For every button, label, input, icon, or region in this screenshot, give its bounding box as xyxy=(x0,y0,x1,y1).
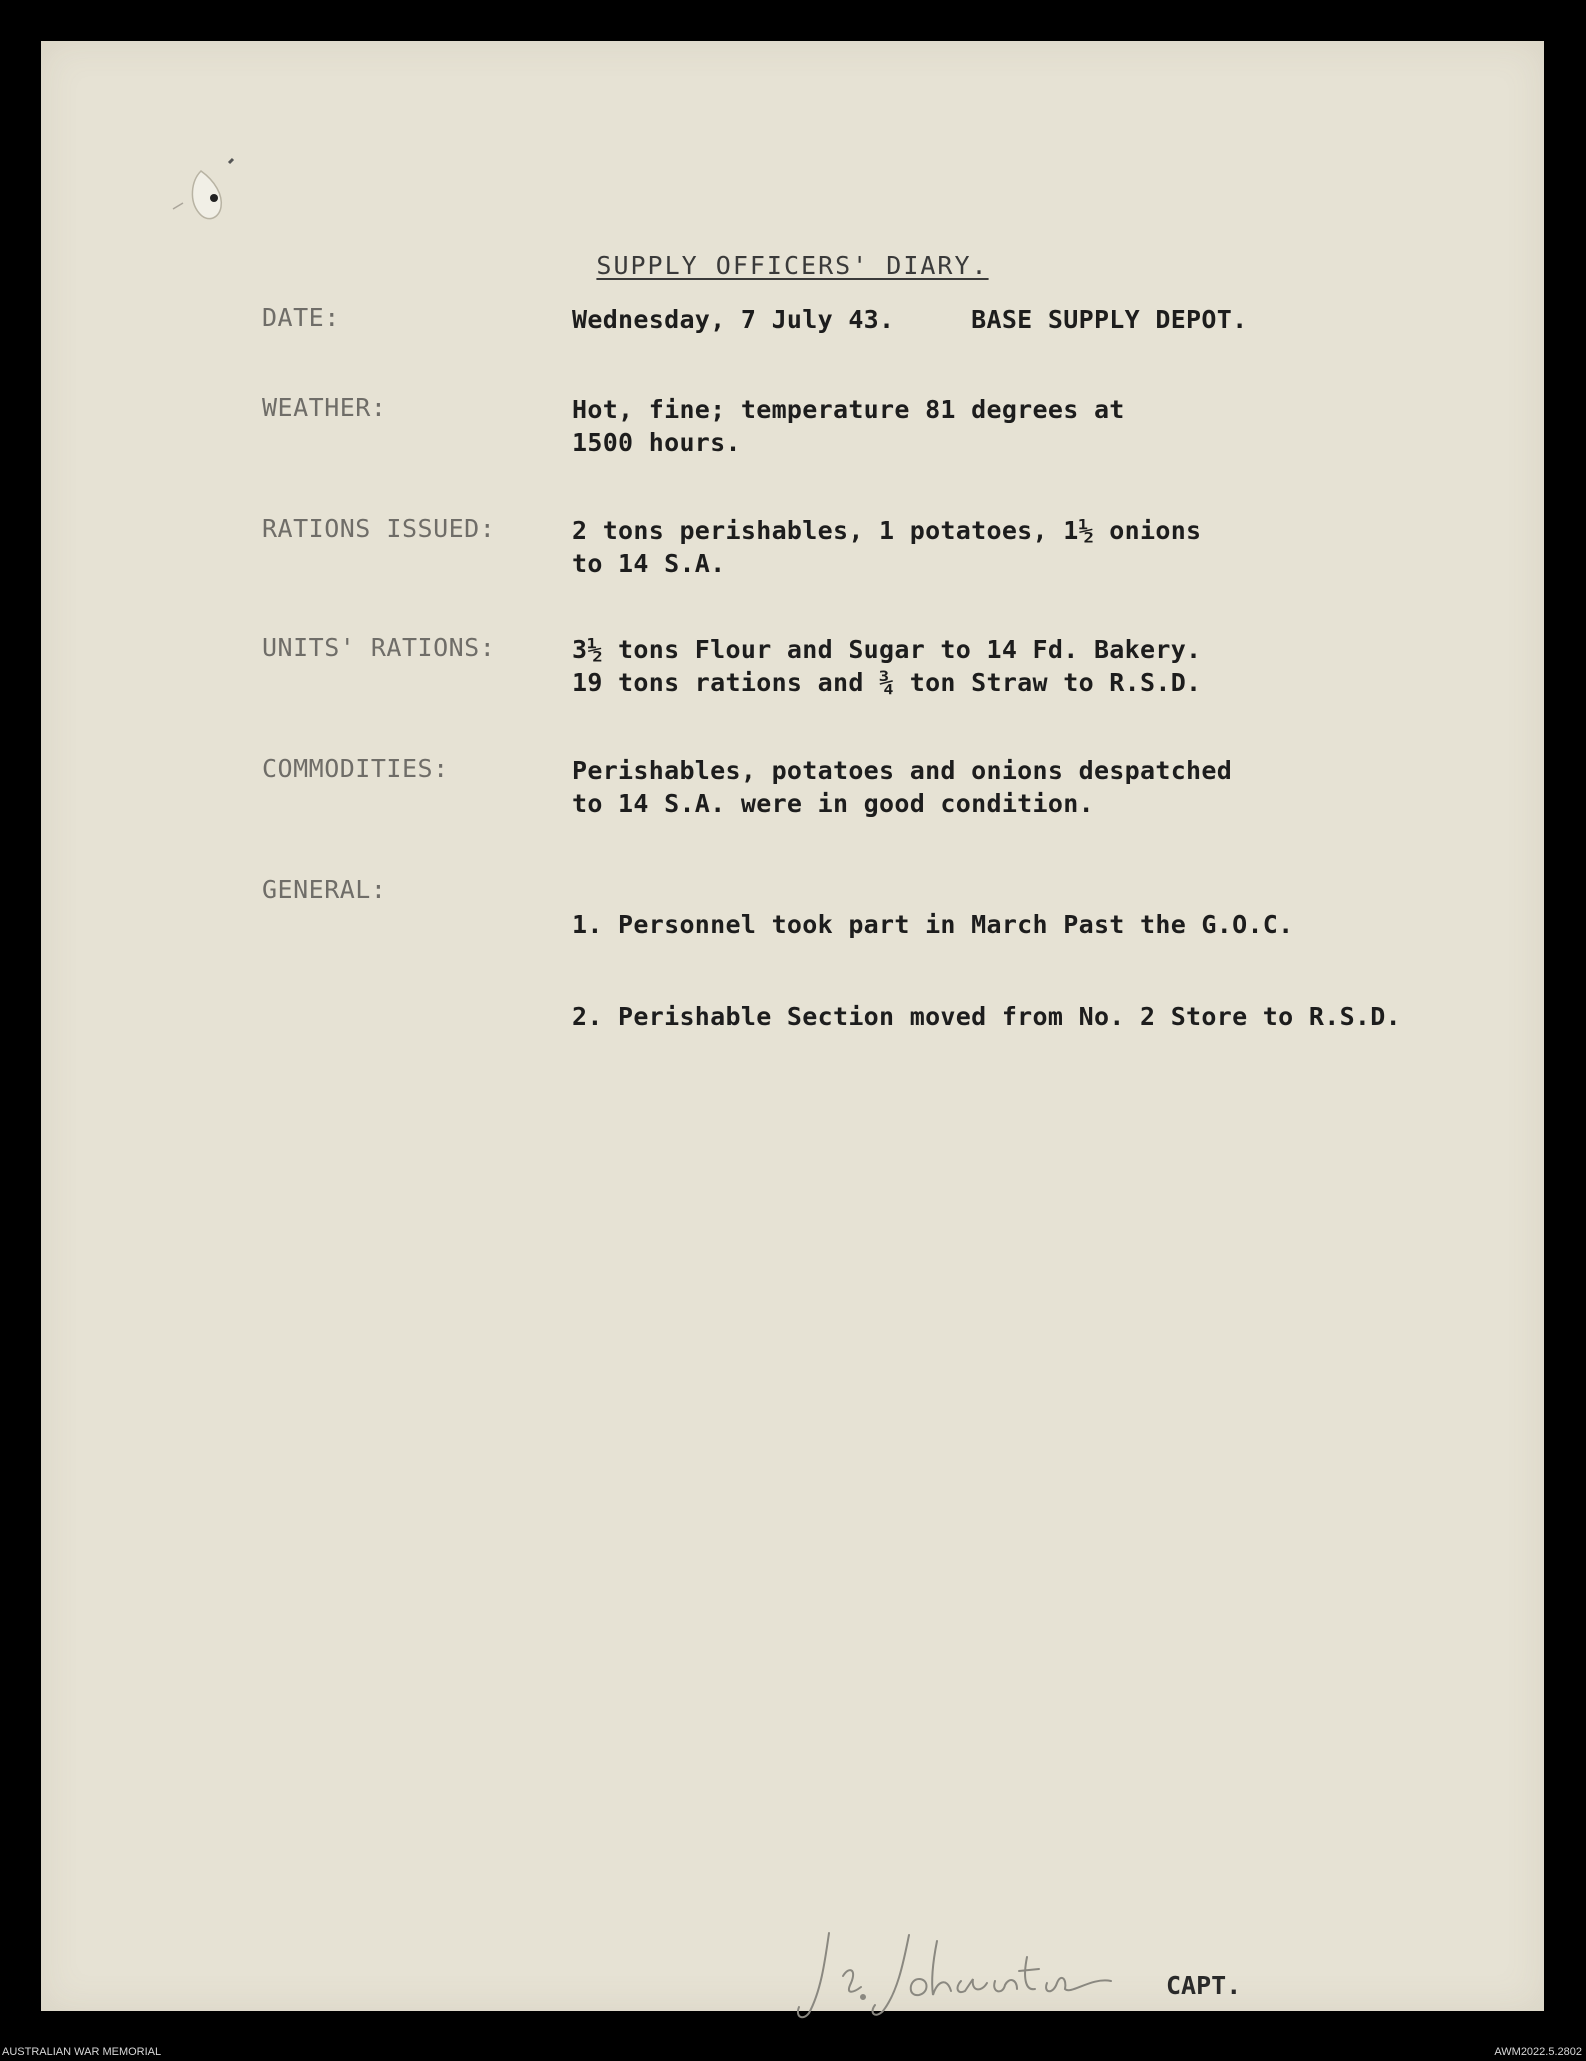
punch-hole-mark xyxy=(171,151,241,251)
units-rations-label: UNITS' RATIONS: xyxy=(262,633,496,662)
rank-label: CAPT. xyxy=(1166,1971,1242,2000)
general-item: 1. Personnel took part in March Past the G.O.C. xyxy=(572,910,1294,939)
units-rations-value: 3½ tons Flour and Sugar to 14 Fd. Bakery. 19 tons rations and ¾ ton Straw to R.S.D. xyxy=(572,635,1202,697)
footer-archive-name: AUSTRALIAN WAR MEMORIAL xyxy=(2,2046,162,2058)
document-page xyxy=(41,41,1544,2011)
weather-label: WEATHER: xyxy=(262,393,387,422)
footer-archive-id: AWM2022.5.2802 xyxy=(1494,2046,1582,2058)
date-value: Wednesday, 7 July 43. BASE SUPPLY DEPOT. xyxy=(572,305,1248,334)
rations-issued-label: RATIONS ISSUED: xyxy=(262,514,496,543)
document-title: SUPPLY OFFICERS' DIARY. xyxy=(596,251,989,280)
general-label: GENERAL: xyxy=(262,875,387,904)
general-item: 2. Perishable Section moved from No. 2 Store to R.S.D. xyxy=(572,1002,1401,1031)
general-items xyxy=(572,875,1432,1092)
commodities-label: COMMODITIES: xyxy=(262,754,449,783)
rations-issued-value: 2 tons perishables, 1 potatoes, 1½ onions to 14 S.A. xyxy=(572,516,1202,578)
commodities-value: Perishables, potatoes and onions despatched to 14 S.A. were in good condition. xyxy=(572,756,1233,818)
date-label: DATE: xyxy=(262,303,340,332)
handwritten-signature xyxy=(791,1921,1131,2031)
weather-value: Hot, fine; temperature 81 degrees at 1500 hours. xyxy=(572,395,1125,457)
